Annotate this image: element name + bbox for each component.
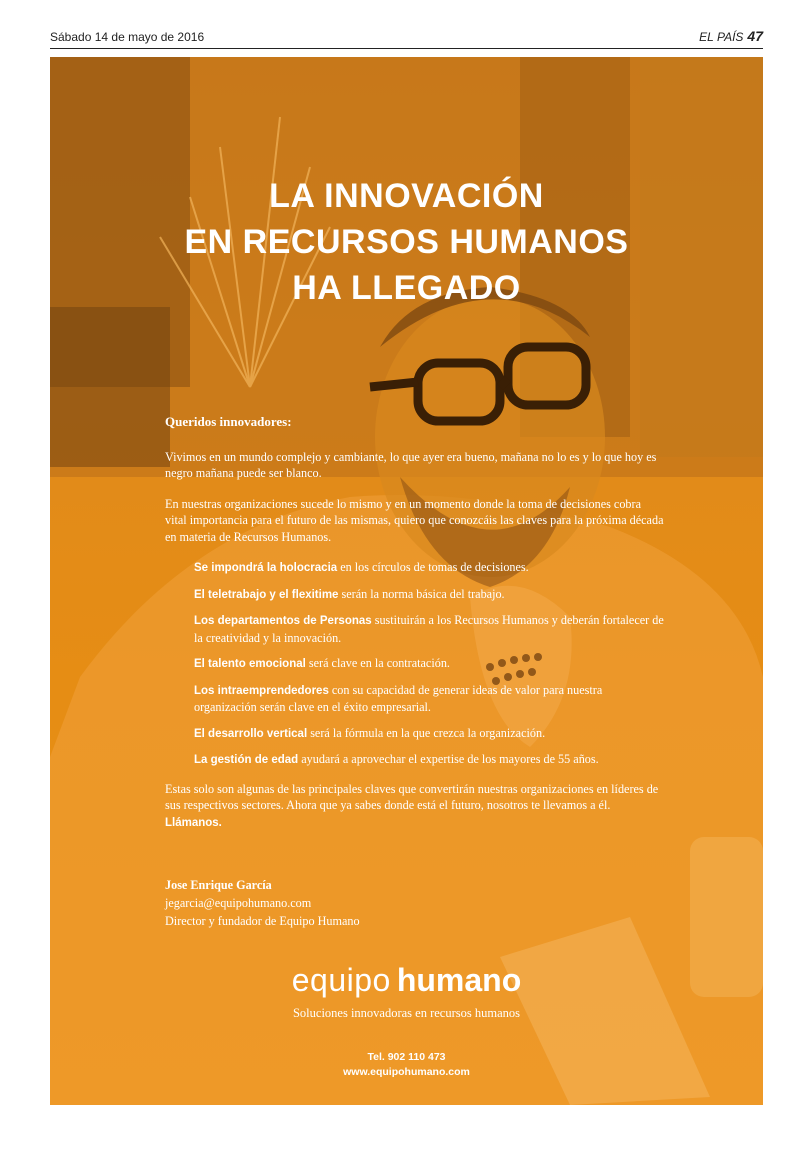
headline-line-1: LA INNOVACIÓN xyxy=(269,177,544,215)
closing-text: Estas solo son algunas de las principales claves que convertirán nuestras organizaciones en líderes de sus respectivos sectores. Ahora que ya sabes donde está el futuro, nosotros te llevamos a él. xyxy=(165,781,659,812)
advertisement xyxy=(50,57,763,1105)
key-bold: La gestión de edad xyxy=(194,754,299,766)
brand-block xyxy=(50,960,763,1021)
letter-closing xyxy=(165,781,665,832)
issue-date: Sábado 14 de mayo de 2016 xyxy=(50,30,205,44)
key-bold: El teletrabajo y el flexitime xyxy=(194,588,339,601)
newspaper-title: EL PAÍS xyxy=(699,30,744,44)
letter-paragraph: Vivimos en un mundo complejo y cambiante, lo que ayer era bueno, mañana no lo es y lo que hoy es negro mañana puede ser blanco. xyxy=(165,449,657,480)
key-bold: Los intraemprendedores xyxy=(194,684,329,697)
page-number: 47 xyxy=(747,28,763,44)
contact-phone[interactable]: Tel. 902 110 473 xyxy=(367,1051,446,1063)
signature-block xyxy=(165,876,360,930)
brand-tagline: Soluciones innovadoras en recursos humanos xyxy=(292,1006,521,1020)
logo-part-equipo: equipo xyxy=(291,962,391,998)
key-text: sustituirán a los Recursos Humanos y deberán fortalecer de la creatividad y la innovación. xyxy=(194,613,664,645)
signer-role: Director y fundador de Equipo Humano xyxy=(165,914,360,928)
letter-paragraph: En nuestras organizaciones sucede lo mismo y en un momento donde la toma de decisiones cobra vital importancia para el futuro de las mismas, quiero que conozcáis las claves para la próxima década en materia de Recursos Humanos. xyxy=(165,496,664,544)
key-item xyxy=(194,559,665,577)
logo-part-humano: humano xyxy=(396,962,522,998)
key-item xyxy=(194,725,665,743)
page-header xyxy=(50,30,763,49)
open-letter xyxy=(165,414,665,845)
key-bold: El desarrollo vertical xyxy=(194,727,308,740)
key-item xyxy=(194,655,665,673)
headline-line-2: EN RECURSOS HUMANOS xyxy=(184,223,629,261)
key-item xyxy=(194,586,665,604)
brand-logo xyxy=(50,960,763,1000)
key-text: serán la norma básica del trabajo. xyxy=(338,586,505,601)
signer-email[interactable]: jegarcia@equipohumano.com xyxy=(165,896,312,910)
key-item xyxy=(194,612,665,646)
key-text: ayudará a aprovechar el expertise de los mayores de 55 años. xyxy=(298,752,599,766)
contact-block xyxy=(50,1050,763,1080)
headline-line-3: HA LLEGADO xyxy=(292,269,521,307)
letter-greeting: Queridos innovadores: xyxy=(165,414,292,429)
key-text: en los círculos de tomas de decisiones. xyxy=(337,560,529,574)
key-bold: Se impondrá la holocracia xyxy=(194,562,338,574)
key-bold: Los departamentos de Personas xyxy=(194,615,372,627)
key-bold: El talento emocional xyxy=(194,658,306,670)
call-to-action: Llámanos. xyxy=(165,816,222,829)
key-list xyxy=(165,559,665,769)
key-item xyxy=(194,751,665,769)
newspaper-name xyxy=(699,28,763,44)
signer-name: Jose Enrique García xyxy=(165,878,272,892)
key-text: será la fórmula en la que crezca la organización. xyxy=(307,725,546,740)
key-text: con su capacidad de generar ideas de valor para nuestra organización serán clave en el éxito empresarial. xyxy=(194,682,603,714)
ad-headline xyxy=(50,173,763,311)
contact-website[interactable]: www.equipohumano.com xyxy=(343,1066,470,1078)
key-item xyxy=(194,682,665,716)
key-text: será clave en la contratación. xyxy=(305,656,450,670)
